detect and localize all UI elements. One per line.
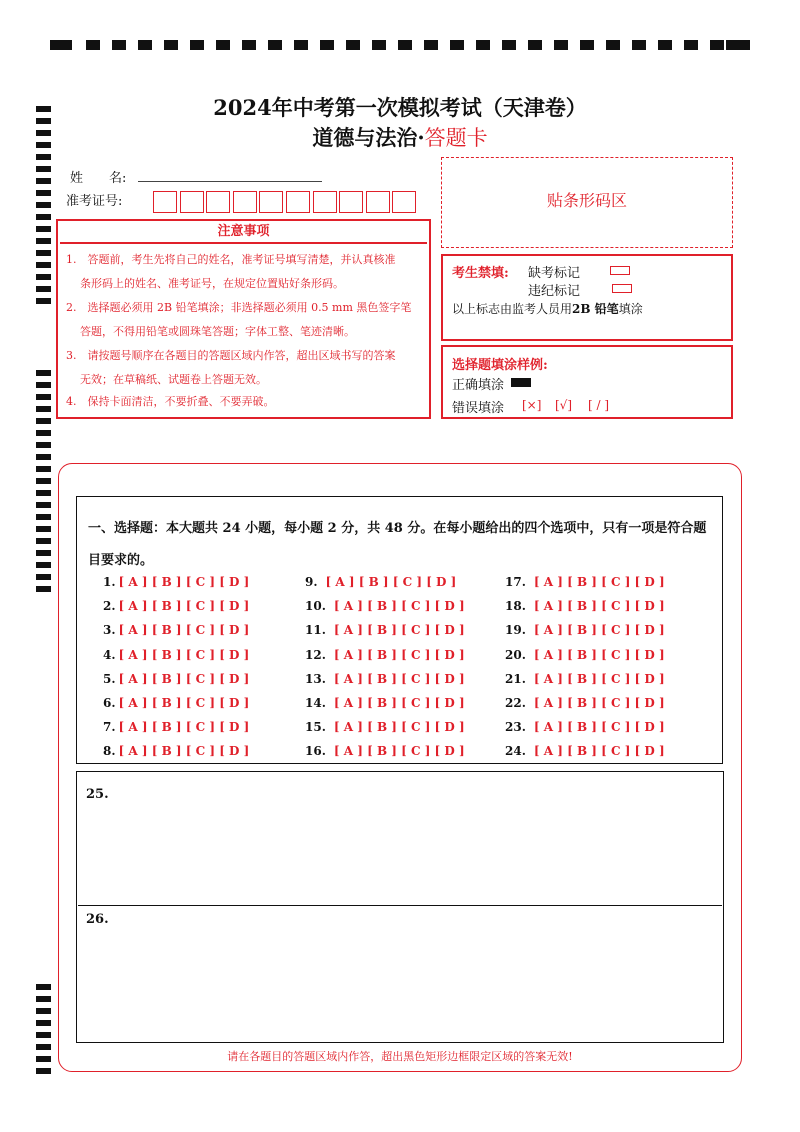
question-row[interactable] <box>505 696 665 710</box>
timing-mark <box>36 178 51 184</box>
question-row[interactable] <box>103 648 249 662</box>
absent-mark-box[interactable] <box>610 266 630 275</box>
timing-mark <box>36 406 51 412</box>
examiner-note-suffix: 填涂 <box>618 302 643 316</box>
timing-mark <box>36 274 51 280</box>
timing-mark <box>36 202 51 208</box>
exam-id-digit-box[interactable] <box>206 191 230 213</box>
page-subtitle <box>0 122 800 152</box>
timing-mark <box>36 550 51 556</box>
timing-mark <box>36 298 51 304</box>
timing-mark <box>36 562 51 568</box>
question-number: 1. <box>103 575 116 589</box>
question-number: 19. <box>505 623 526 638</box>
answer-options[interactable]: [ A ] [ B ] [ C ] [ D ] <box>118 575 250 589</box>
question-row[interactable] <box>305 575 456 589</box>
answer-options[interactable]: [ A ] [ B ] [ C ] [ D ] <box>533 720 665 735</box>
question-row[interactable] <box>505 744 665 758</box>
exam-id-digit-box[interactable] <box>286 191 310 213</box>
question-number: 11. <box>305 623 326 638</box>
timing-mark <box>36 286 51 292</box>
timing-mark <box>36 1020 51 1026</box>
section1-description: 一、选择题：本大题共 24 小题，每小题 2 分，共 48 分。在每小题给出的四个选项中，只有一项是符合题目要求的。 <box>88 521 707 568</box>
examiner-note-prefix: 以上标志由监考人员用 <box>452 302 573 316</box>
violation-mark-box[interactable] <box>612 284 632 293</box>
answer-options[interactable]: [ A ] [ B ] [ C ] [ D ] <box>118 599 250 614</box>
question-number: 2. <box>103 599 116 614</box>
question-number: 10. <box>305 599 326 614</box>
question-number: 23. <box>505 720 526 735</box>
timing-mark <box>36 190 51 196</box>
timing-mark <box>36 466 51 472</box>
answer-options[interactable]: [ A ] [ B ] [ C ] [ D ] <box>533 599 665 614</box>
answer-options[interactable]: [ A ] [ B ] [ C ] [ D ] <box>333 671 465 686</box>
timing-mark <box>36 262 51 268</box>
exam-id-digit-box[interactable] <box>259 191 283 213</box>
question-row[interactable] <box>103 672 249 686</box>
question-row[interactable] <box>505 623 665 637</box>
examiner-note <box>452 300 643 317</box>
exam-id-digit-box[interactable] <box>392 191 416 213</box>
question-row[interactable] <box>103 744 249 758</box>
name-field[interactable] <box>138 181 322 182</box>
examiner-note-pencil: 2B 铅笔 <box>572 302 619 316</box>
exam-id-digit-box[interactable] <box>153 191 177 213</box>
question-number: 16. <box>305 744 326 759</box>
question-number: 15. <box>305 720 326 735</box>
subjective-divider <box>78 905 722 906</box>
timing-mark <box>36 442 51 448</box>
correct-fill-mark <box>511 378 531 387</box>
question-row[interactable] <box>305 720 465 734</box>
timing-mark <box>36 214 51 220</box>
name-label: 姓 名: <box>70 171 127 186</box>
answer-options[interactable]: [ A ] [ B ] [ C ] [ D ] <box>333 744 465 759</box>
answer-options[interactable]: [ A ] [ B ] [ C ] [ D ] <box>533 744 665 759</box>
notice-box <box>56 219 431 419</box>
exam-id-boxes[interactable] <box>153 191 419 213</box>
absent-mark-label: 缺考标记 <box>528 266 581 281</box>
question-number: 4. <box>103 647 116 662</box>
timing-mark <box>36 1008 51 1014</box>
answer-options[interactable]: [ A ] [ B ] [ C ] [ D ] <box>533 696 665 710</box>
timing-mark <box>36 490 51 496</box>
answer-options[interactable]: [ A ] [ B ] [ C ] [ D ] <box>118 744 250 759</box>
answer-options[interactable]: [ A ] [ B ] [ C ] [ D ] <box>333 696 465 710</box>
answer-options[interactable]: [ A ] [ B ] [ C ] [ D ] <box>533 647 665 662</box>
question-row[interactable] <box>305 623 465 637</box>
timing-mark <box>36 166 51 172</box>
question-row[interactable] <box>505 599 665 613</box>
wrong-fill-mark-2: [√] <box>555 398 573 412</box>
timing-mark <box>36 502 51 508</box>
exam-id-digit-box[interactable] <box>180 191 204 213</box>
timing-mark <box>36 586 51 592</box>
question-number: 8. <box>103 744 116 759</box>
violation-mark-label: 违纪标记 <box>528 284 581 299</box>
answer-card-title: 答题卡 <box>424 126 488 150</box>
question-number: 3. <box>103 623 116 638</box>
timing-mark <box>36 538 51 544</box>
subjective-box[interactable] <box>76 771 724 1043</box>
answer-options[interactable]: [ A ] [ B ] [ C ] [ D ] <box>533 575 665 589</box>
question-row[interactable] <box>505 720 665 734</box>
answer-options[interactable]: [ A ] [ B ] [ C ] [ D ] <box>325 575 457 589</box>
notice-line: 无效；在草稿纸、试题卷上答题无效。 <box>80 373 267 386</box>
timing-mark <box>36 454 51 460</box>
notice-title: 注意事项 <box>60 222 427 244</box>
exam-id-digit-box[interactable] <box>313 191 337 213</box>
timing-mark <box>36 430 51 436</box>
fill-sample-label: 选择题填涂样例: <box>452 358 548 373</box>
question-number: 24. <box>505 744 526 759</box>
answer-options[interactable]: [ A ] [ B ] [ C ] [ D ] <box>333 720 465 735</box>
answer-options[interactable]: [ A ] [ B ] [ C ] [ D ] <box>533 623 665 638</box>
timing-mark <box>36 238 51 244</box>
notice-line: 4. 保持卡面清洁，不要折叠、不要弄破。 <box>66 395 275 408</box>
exam-id-digit-box[interactable] <box>366 191 390 213</box>
timing-mark <box>36 574 51 580</box>
answer-options[interactable]: [ A ] [ B ] [ C ] [ D ] <box>118 720 250 735</box>
question-number: 12. <box>305 647 326 662</box>
timing-mark <box>36 1032 51 1038</box>
question-row[interactable] <box>103 575 249 589</box>
question-row[interactable] <box>305 648 465 662</box>
answer-options[interactable]: [ A ] [ B ] [ C ] [ D ] <box>118 696 250 710</box>
question-number: 6. <box>103 696 116 710</box>
timing-mark <box>36 984 51 990</box>
exam-id-digit-box[interactable] <box>233 191 257 213</box>
question-number: 20. <box>505 647 526 662</box>
timing-mark <box>36 526 51 532</box>
question-26-number: 26. <box>86 912 109 927</box>
wrong-fill-label: 错误填涂 <box>452 401 505 416</box>
answer-options[interactable]: [ A ] [ B ] [ C ] [ D ] <box>533 671 665 686</box>
notice-line: 答题，不得用铅笔或圆珠笔答题；字体工整、笔迹清晰。 <box>80 325 355 338</box>
question-row[interactable] <box>305 599 465 613</box>
notice-line: 1. 答题前，考生先将自己的姓名，准考证号填写清楚，并认真核准 <box>66 253 396 266</box>
examiner-only-label: 考生禁填: <box>452 266 509 281</box>
timing-mark <box>36 226 51 232</box>
page-title: 2024年中考第一次模拟考试（天津卷） <box>213 95 587 120</box>
subject-title: 道德与法治· <box>312 125 425 150</box>
timing-mark <box>36 514 51 520</box>
answer-options[interactable]: [ A ] [ B ] [ C ] [ D ] <box>333 623 465 638</box>
wrong-fill-mark-1: [×] <box>522 398 542 412</box>
question-number: 18. <box>505 599 526 614</box>
timing-mark <box>36 370 51 376</box>
timing-mark <box>36 1068 51 1074</box>
question-row[interactable] <box>505 648 665 662</box>
notice-line: 条形码上的姓名、准考证号，在规定位置贴好条形码。 <box>80 277 344 290</box>
barcode-label: 贴条形码区 <box>546 191 627 210</box>
question-number: 7. <box>103 720 116 735</box>
answer-options[interactable]: [ A ] [ B ] [ C ] [ D ] <box>333 647 465 662</box>
question-number: 17. <box>505 575 526 589</box>
question-row[interactable] <box>305 744 465 758</box>
question-number: 13. <box>305 671 326 686</box>
exam-id-label: 准考证号: <box>66 194 123 209</box>
notice-line: 2. 选择题必须用 2B 铅笔填涂；非选择题必须用 0.5 mm 黑色签字笔 <box>66 301 412 314</box>
answer-options[interactable]: [ A ] [ B ] [ C ] [ D ] <box>118 647 250 662</box>
timing-mark <box>36 478 51 484</box>
timing-mark <box>36 250 51 256</box>
answer-options[interactable]: [ A ] [ B ] [ C ] [ D ] <box>118 671 250 686</box>
question-row[interactable] <box>505 575 665 589</box>
footer-warning: 请在各题目的答题区域内作答，超出黑色矩形边框限定区域的答案无效! <box>227 1050 573 1063</box>
notice-line: 3. 请按题号顺序在各题目的答题区域内作答，超出区域书写的答案 <box>66 349 396 362</box>
timing-mark <box>36 996 51 1002</box>
question-number: 21. <box>505 671 526 686</box>
question-row[interactable] <box>305 672 465 686</box>
question-number: 22. <box>505 696 526 710</box>
exam-id-digit-box[interactable] <box>339 191 363 213</box>
question-number: 14. <box>305 696 326 710</box>
question-row[interactable] <box>103 623 249 637</box>
question-row[interactable] <box>505 672 665 686</box>
question-number: 5. <box>103 671 116 686</box>
question-row[interactable] <box>103 696 249 710</box>
question-number: 9. <box>305 575 318 589</box>
answer-options[interactable]: [ A ] [ B ] [ C ] [ D ] <box>333 599 465 614</box>
question-row[interactable] <box>305 696 465 710</box>
answer-options[interactable]: [ A ] [ B ] [ C ] [ D ] <box>118 623 250 638</box>
timing-mark <box>36 418 51 424</box>
timing-mark <box>36 382 51 388</box>
timing-mark <box>36 394 51 400</box>
question-row[interactable] <box>103 720 249 734</box>
question-row[interactable] <box>103 599 249 613</box>
timing-mark <box>36 154 51 160</box>
correct-fill-label: 正确填涂 <box>452 378 505 393</box>
question-25-number: 25. <box>86 787 109 802</box>
wrong-fill-mark-3: [ / ] <box>588 398 610 412</box>
